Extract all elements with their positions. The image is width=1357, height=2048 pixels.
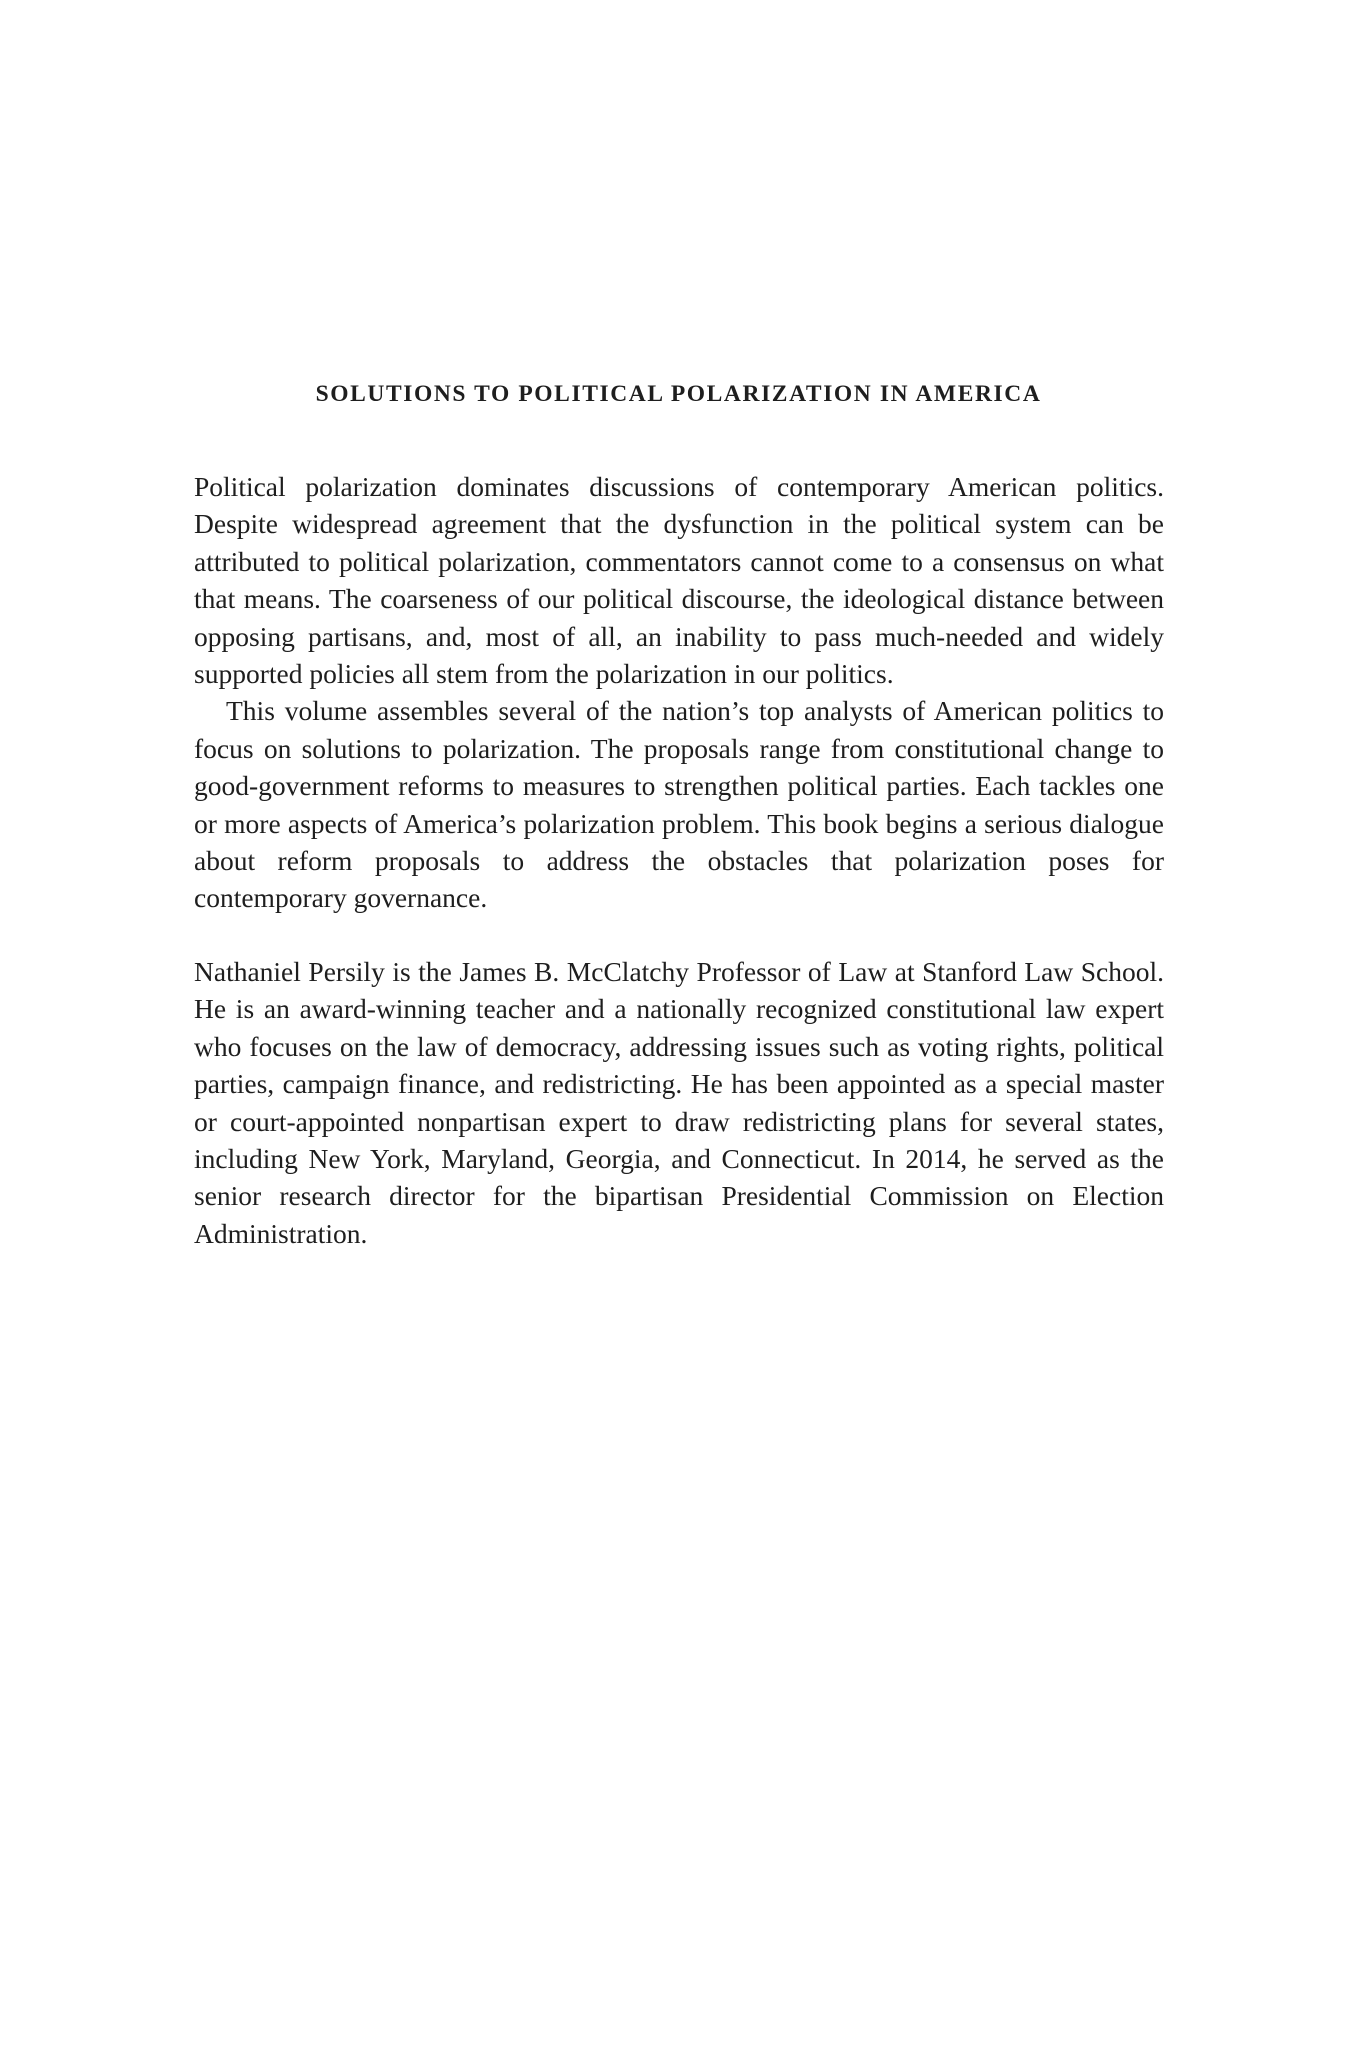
description-paragraph-2: This volume assembles several of the nation’s top analysts of American politics to focus on solutions to polarization. The proposals range from constitutional change to good-government reforms to measures to strengthen political parties. Each tackles one or more aspects of America’s polarization problem. This book begins a serious dialogue about reform proposals to address the obstacles that polarization poses for contemporary governance.: [194, 695, 1164, 914]
author-bio: Nathaniel Persily is the James B. McClatchy Professor of Law at Stanford Law School. He is an award-winning teacher and a nationally recognized constitutional law expert who focuses on the law of democracy, addressing issues such as voting rights, political parties, campaign finance, and redistricting. He has been appointed as a special master or court-appointed nonpartisan expert to draw redistricting plans for several states, including New York, Maryland, Georgia, and Connecticut. In 2014, he served as the senior research director for the bipartisan Presidential Commission on Election Administration.: [194, 956, 1164, 1249]
author-bio-block: [194, 953, 1164, 1252]
description-paragraph-1: Political polarization dominates discussions of contemporary American politics. Despite widespread agreement that the dysfunction in the political system can be attributed to political polarization, commentators cannot come to a consensus on what that means. The coarseness of our political discourse, the ideological distance between opposing partisans, and, most of all, an inability to pass much-needed and widely supported policies all stem from the polarization in our politics.: [194, 471, 1164, 690]
book-title: SOLUTIONS TO POLITICAL POLARIZATION IN AMERICA: [315, 381, 1042, 407]
book-description: [194, 468, 1164, 917]
